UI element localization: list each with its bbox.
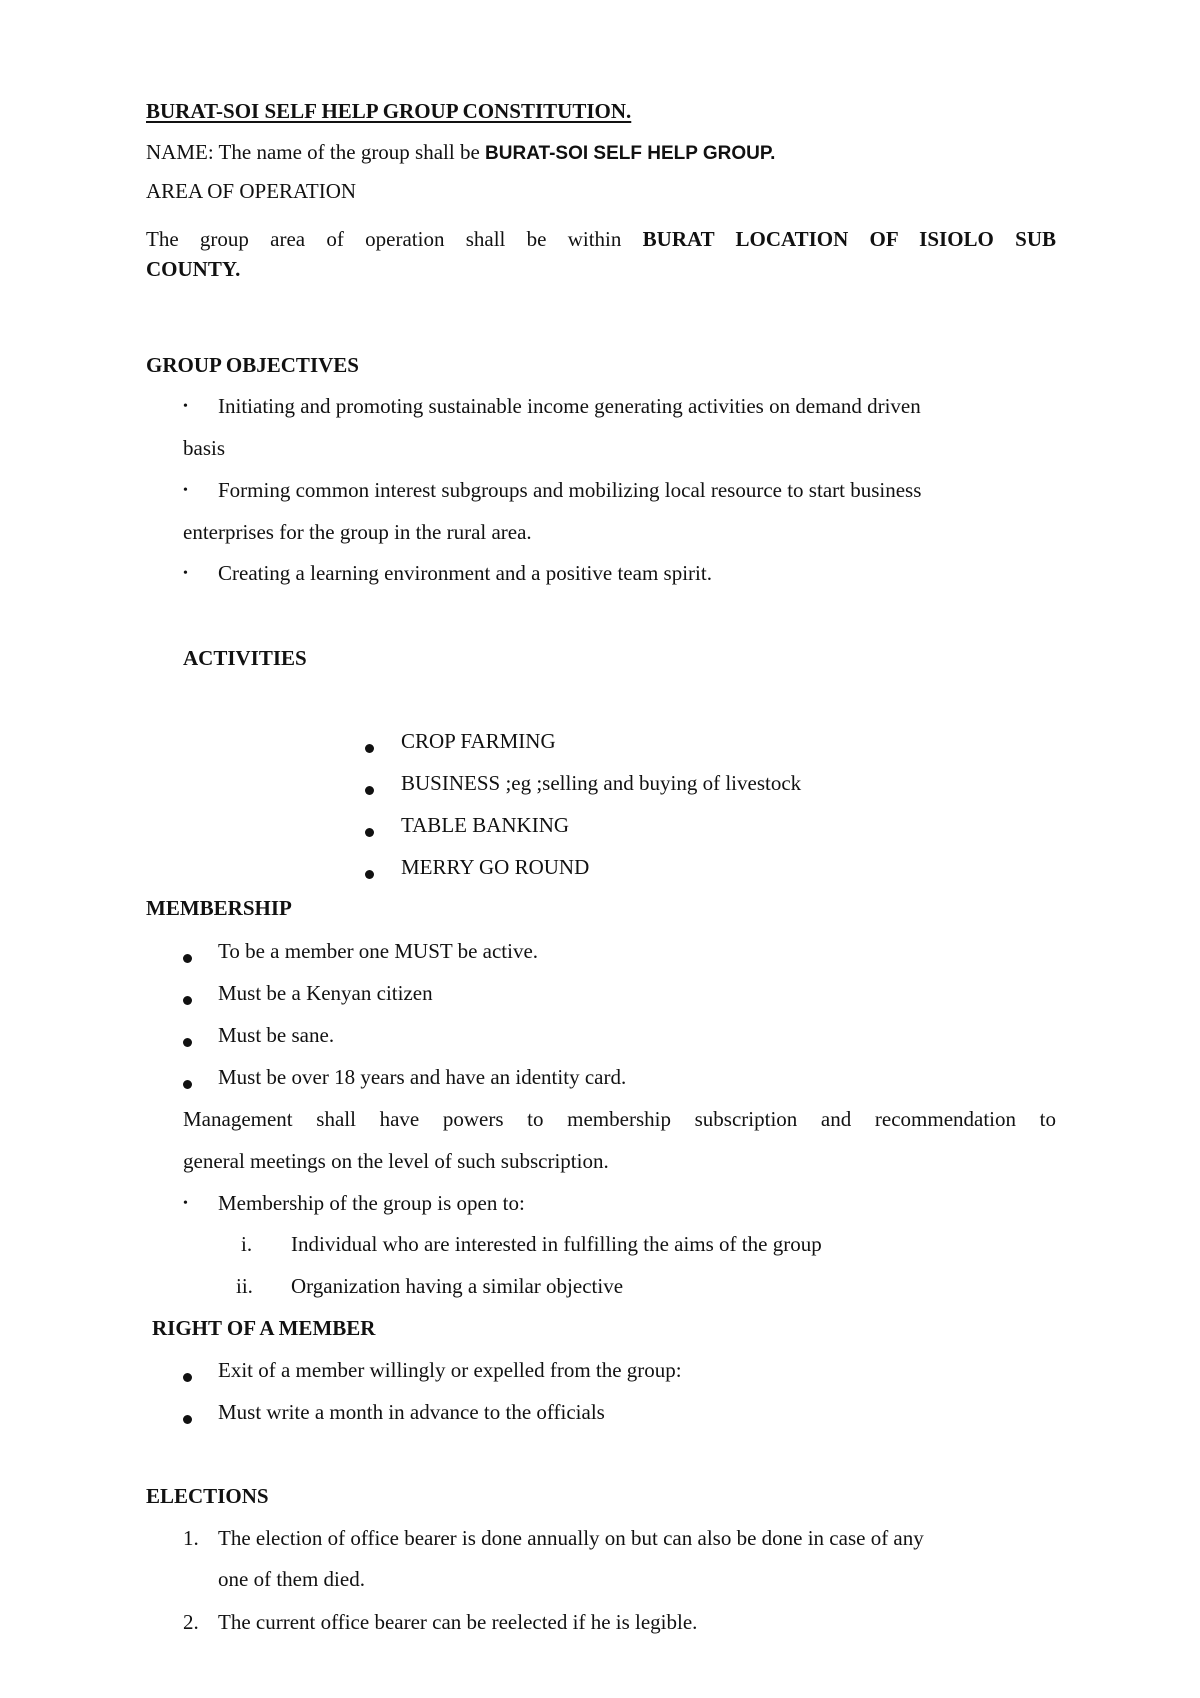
objective-1-line1: Initiating and promoting sustainable income generating activities on demand driven	[218, 394, 921, 418]
activity-item: MERRY GO ROUND	[401, 855, 590, 879]
list-number: i.	[241, 1232, 253, 1256]
rights-item: Must write a month in advance to the officials	[218, 1400, 605, 1424]
rights-item: Exit of a member willingly or expelled from the group:	[218, 1358, 682, 1382]
objective-3-line1: Creating a learning environment and a positive team spirit.	[218, 561, 712, 585]
group-name-value: BURAT-SOI SELF HELP GROUP.	[485, 143, 776, 164]
membership-item: To be a member one MUST be active.	[218, 939, 539, 963]
bullet-dot-icon	[183, 988, 192, 1009]
bullet-dot-icon	[183, 1407, 192, 1428]
document-title: BURAT-SOI SELF HELP GROUP CONSTITUTION.	[146, 99, 632, 123]
area-line-1	[146, 229, 1056, 250]
bullet-dot-icon	[365, 820, 374, 841]
bullet-icon: •	[183, 399, 188, 414]
name-label: NAME:	[146, 140, 214, 164]
activity-item: TABLE BANKING	[401, 813, 570, 837]
bullet-dot-icon	[183, 1030, 192, 1051]
objectives-heading: GROUP OBJECTIVES	[146, 353, 359, 377]
bullet-icon: •	[183, 1196, 188, 1211]
election-item-1-line1: The election of office bearer is done annually on but can also be done in case of any	[218, 1526, 924, 1550]
management-line-2: general meetings on the level of such subscription.	[183, 1149, 609, 1173]
bullet-dot-icon	[365, 862, 374, 883]
bullet-icon: •	[183, 483, 188, 498]
objective-2-line2: enterprises for the group in the rural area.	[183, 520, 532, 544]
area-location-cont: COUNTY.	[146, 257, 241, 281]
list-number: ii.	[236, 1274, 253, 1298]
name-line	[146, 142, 775, 163]
membership-item: Must be over 18 years and have an identity card.	[218, 1065, 627, 1089]
bullet-dot-icon	[365, 736, 374, 757]
open-list-item: Organization having a similar objective	[291, 1274, 624, 1298]
objective-2-line1: Forming common interest subgroups and mobilizing local resource to start business	[218, 478, 922, 502]
election-item-1-line2: one of them died.	[218, 1567, 365, 1591]
activity-item: BUSINESS ;eg ;selling and buying of livestock	[401, 771, 802, 795]
bullet-dot-icon	[183, 946, 192, 967]
elections-heading: ELECTIONS	[146, 1484, 269, 1508]
membership-item: Must be sane.	[218, 1023, 335, 1047]
election-item-2-line1: The current office bearer can be reelected if he is legible.	[218, 1610, 698, 1634]
area-heading: AREA OF OPERATION	[146, 179, 357, 203]
rights-heading: RIGHT OF A MEMBER	[152, 1316, 376, 1340]
bullet-icon: •	[183, 566, 188, 581]
membership-open-to: Membership of the group is open to:	[218, 1191, 525, 1215]
activity-item: CROP FARMING	[401, 729, 556, 753]
open-list-item: Individual who are interested in fulfilling the aims of the group	[291, 1232, 822, 1256]
membership-item: Must be a Kenyan citizen	[218, 981, 433, 1005]
list-number: 2.	[183, 1610, 199, 1634]
area-location: BURAT LOCATION OF ISIOLO SUB	[642, 227, 1056, 251]
bullet-dot-icon	[365, 778, 374, 799]
area-text: The group area of operation shall be within	[146, 227, 643, 251]
list-number: 1.	[183, 1526, 199, 1550]
bullet-dot-icon	[183, 1365, 192, 1386]
bullet-dot-icon	[183, 1072, 192, 1093]
objective-1-line2: basis	[183, 436, 225, 460]
membership-heading: MEMBERSHIP	[146, 896, 292, 920]
name-text: The name of the group shall be	[213, 140, 486, 164]
activities-heading: ACTIVITIES	[183, 646, 307, 670]
management-line-1: Management shall have powers to membership subscription and recommendation to	[183, 1107, 1056, 1131]
